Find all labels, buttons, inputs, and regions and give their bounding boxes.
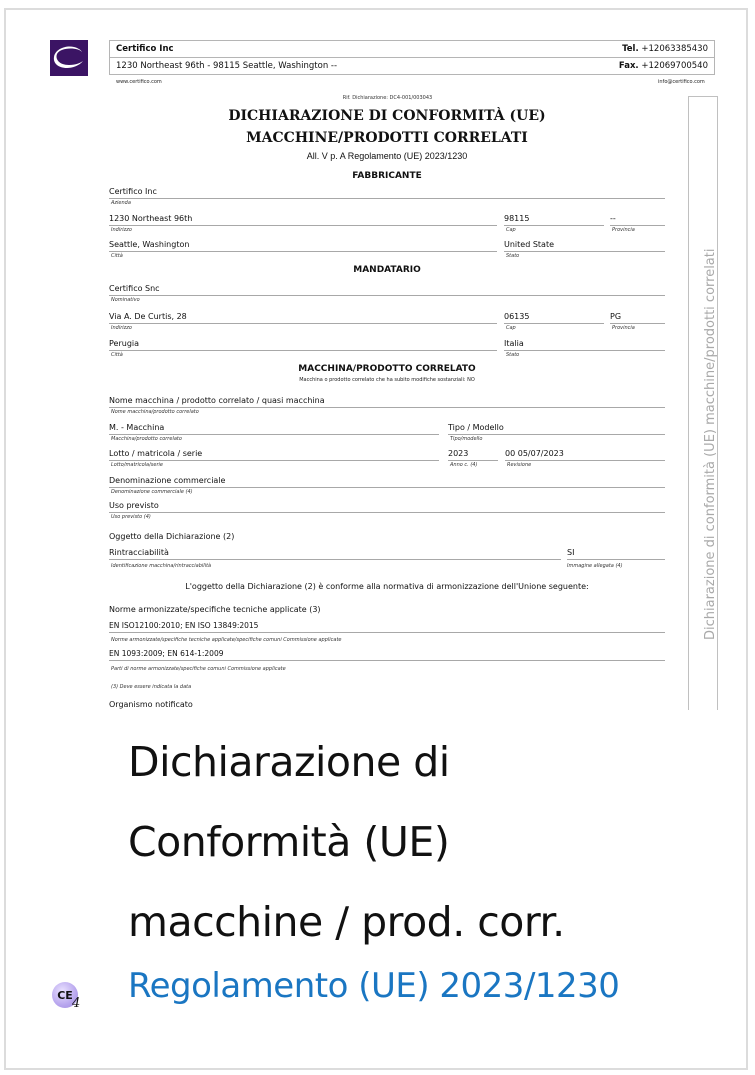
macchina-uso-label: Uso previsto (4) [111, 514, 151, 520]
macchina-lotto-label: Lotto/matricola/serie [111, 462, 163, 468]
cover-title-line2: Conformità (UE) [128, 818, 450, 866]
regulation-title: Regolamento (UE) 2023/1230 [128, 966, 620, 1006]
macchina-macchina-value: M. - Macchina [109, 422, 439, 435]
mandatario-citta-label: Città [111, 352, 123, 358]
mandatario-provincia-label: Provincia [612, 325, 635, 331]
section-fabbricante: FABBRICANTE [352, 171, 422, 181]
macchina-macchina-label: Macchina/prodotto correlato [111, 436, 182, 442]
fabbricante-provincia-label: Provincia [612, 227, 635, 233]
fabbricante-stato-value: United State [504, 239, 665, 252]
organismo-notificato: Organismo notificato [109, 700, 193, 709]
macchina-anno-label: Anno c. (4) [450, 462, 478, 468]
company-address: 1230 Northeast 96th - 98115 Seattle, Washington -- [116, 61, 338, 71]
oggetto-immagine-value: SI [567, 547, 665, 560]
norme-heading: Norme armonizzate/specifiche tecniche applicate (3) [109, 605, 321, 614]
norme-applicate-value: EN ISO12100:2010; EN ISO 13849:2015 [109, 620, 665, 633]
oggetto-rintracciabilita-value: Rintracciabilità [109, 547, 561, 560]
mandatario-stato-label: Stato [506, 352, 520, 358]
mandatario-indirizzo-value: Via A. De Curtis, 28 [109, 311, 497, 324]
fabbricante-indirizzo-label: Indirizzo [111, 227, 132, 233]
macchina-tipo-value: Tipo / Modello [448, 422, 665, 435]
fabbricante-citta-label: Città [111, 253, 123, 259]
macchina-tipo-label: Tipo/modello [450, 436, 483, 442]
oggetto-immagine-label: Immagine allegata (4) [567, 563, 623, 569]
oggetto-heading: Oggetto della Dichiarazione (2) [109, 532, 235, 541]
macchina-denominazione-label: Denominazione commerciale (4) [111, 489, 193, 495]
mandatario-provincia-value: PG [610, 311, 665, 324]
macchina-modifiche-note: Macchina o prodotto correlato che ha subito modifiche sostanziali: NO [299, 377, 475, 383]
email-link[interactable]: info@certifico.com [658, 79, 705, 85]
cover-title-line1: Dichiarazione di [128, 738, 450, 786]
norme-parti-label: Parti di norme armonizzate/specifiche comuni Commissione applicate [111, 666, 286, 672]
document-subtitle: All. V p. A Regolamento (UE) 2023/1230 [306, 151, 468, 161]
macchina-anno-value: 2023 [448, 448, 498, 461]
mandatario-stato-value: Italia [504, 338, 665, 351]
fabbricante-azienda-value: Certifico Inc [109, 186, 665, 199]
sidebar-vertical-text: Dichiarazione di conformità (UE) macchine/prodotti correlati [703, 248, 718, 640]
company-name: Certifico Inc [116, 44, 174, 54]
certifico-logo-icon [50, 40, 88, 76]
norme-footnote: (3) Deve essere indicata la data [111, 684, 192, 690]
section-macchina: MACCHINA/PRODOTTO CORRELATO [298, 364, 476, 374]
declaration-reference: Rif. Dichiarazione: DC4-001/003043 [342, 95, 433, 101]
cover-title-line3: macchine / prod. corr. [128, 898, 565, 946]
document-title-line1: DICHIARAZIONE DI CONFORMITÀ (UE) [228, 108, 546, 124]
mandatario-cap-value: 06135 [504, 311, 604, 324]
fabbricante-stato-label: Stato [506, 253, 520, 259]
mandatario-cap-label: Cap [506, 325, 516, 331]
mandatario-indirizzo-label: Indirizzo [111, 325, 132, 331]
mandatario-nominativo-value: Certifico Snc [109, 283, 665, 296]
company-header [109, 40, 715, 75]
macchina-uso-value: Uso previsto [109, 500, 665, 513]
fabbricante-azienda-label: Azienda [111, 200, 131, 206]
ce-marking-icon: CE [52, 982, 78, 1008]
fabbricante-cap-value: 98115 [504, 213, 604, 226]
website-link[interactable]: www.certifico.com [116, 79, 162, 85]
norme-parti-value: EN 1093:2009; EN 614-1:2009 [109, 648, 665, 661]
fax: Fax. +12069700540 [618, 61, 708, 71]
conformity-statement: L'oggetto della Dichiarazione (2) è conforme alla normativa di armonizzazione dell'Unione seguente: [185, 582, 589, 591]
mandatario-citta-value: Perugia [109, 338, 497, 351]
fabbricante-indirizzo-value: 1230 Northeast 96th [109, 213, 497, 226]
ce-marking-subscript: 4 [72, 996, 81, 1011]
tel: Tel. +12063385430 [622, 44, 708, 54]
macchina-lotto-value: Lotto / matricola / serie [109, 448, 439, 461]
macchina-denominazione-value: Denominazione commerciale [109, 475, 665, 488]
macchina-revisione-value: 00 05/07/2023 [505, 448, 665, 461]
norme-applicate-label: Norme armonizzate/specifiche tecniche applicate/specifiche comuni Commissione applicate [111, 637, 342, 643]
macchina-nome-label: Nome macchina/prodotto correlato [111, 409, 199, 415]
fabbricante-provincia-value: -- [610, 213, 665, 226]
document-title-line2: MACCHINE/PRODOTTI CORRELATI [246, 130, 528, 146]
macchina-nome-value: Nome macchina / prodotto correlato / quasi macchina [109, 395, 665, 408]
fabbricante-citta-value: Seattle, Washington [109, 239, 497, 252]
macchina-revisione-label: Revisione [507, 462, 532, 468]
section-mandatario: MANDATARIO [353, 265, 421, 275]
oggetto-rintracciabilita-label: Identificazione macchina/rintracciabilità [111, 563, 212, 569]
mandatario-nominativo-label: Nominativo [111, 297, 140, 303]
fabbricante-cap-label: Cap [506, 227, 516, 233]
